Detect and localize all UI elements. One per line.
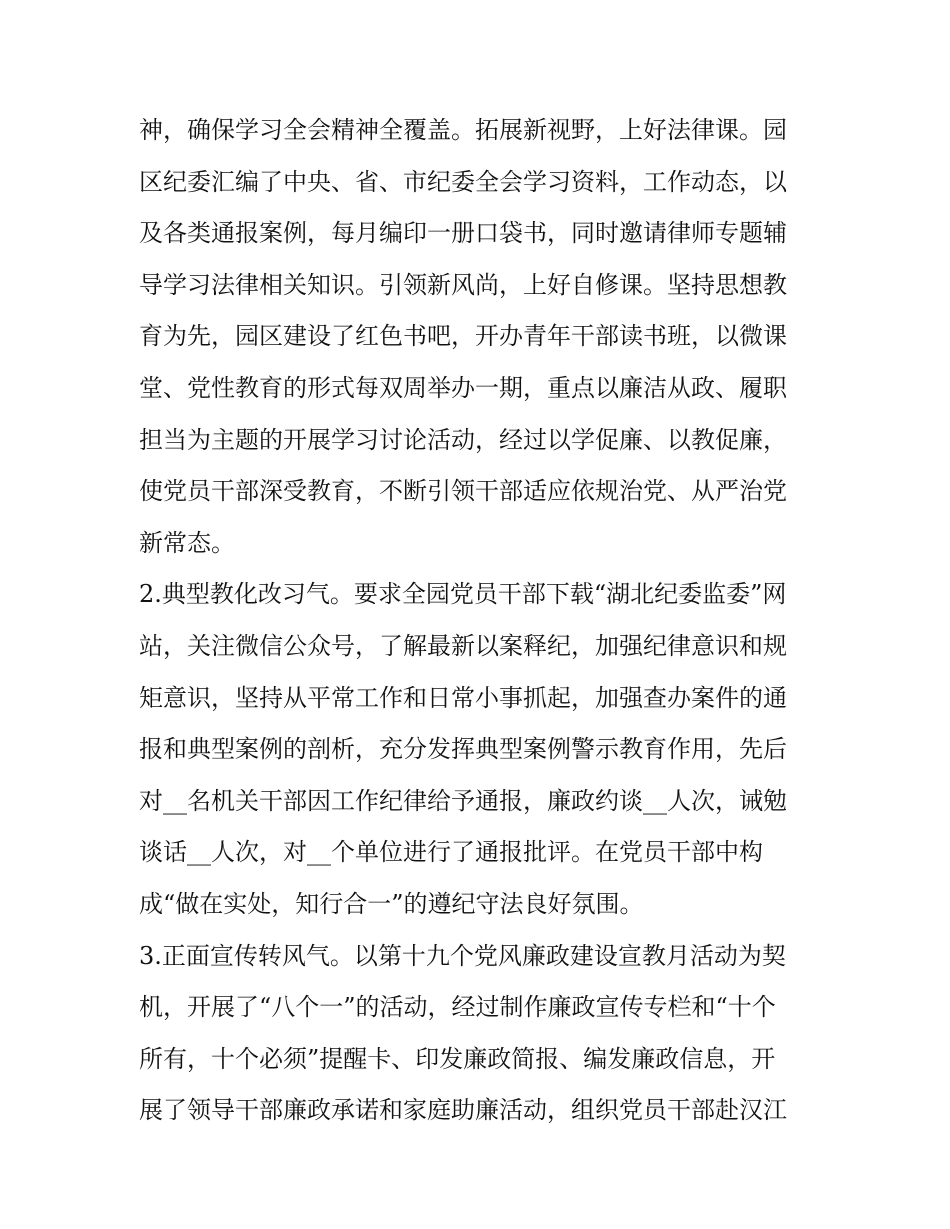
section-2-line: 2.典型教化改习气。要求全园党员干部下载“湖北纪委监委”网 xyxy=(139,580,787,609)
text-line: 新常态。 xyxy=(139,528,235,557)
body-text xyxy=(139,105,819,1137)
text-line: 担当为主题的开展学习讨论活动，经过以学促廉、以教促廉， xyxy=(139,425,787,454)
text-line: 区纪委汇编了中央、省、市纪委全会学习资料，工作动态，以 xyxy=(139,167,787,196)
text-line: 所有，十个必须”提醒卡、印发廉政简报、编发廉政信息，开 xyxy=(139,1044,776,1073)
text-line: 育为先，园区建设了红色书吧，开办青年干部读书班，以微课 xyxy=(139,322,787,351)
text-line: 对__名机关干部因工作纪律给予通报，廉政约谈__人次，诫勉 xyxy=(139,786,787,815)
text-line: 站，关注微信公众号，了解最新以案释纪，加强纪律意识和规 xyxy=(139,631,787,660)
text-line: 使党员干部深受教育，不断引领干部适应依规治党、从严治党 xyxy=(139,477,787,506)
text-line: 谈话__人次，对__个单位进行了通报批评。在党员干部中构 xyxy=(139,838,763,867)
text-line: 导学习法律相关知识。引领新风尚，上好自修课。坚持思想教 xyxy=(139,270,787,299)
section-3-line: 3.正面宣传转风气。以第十九个党风廉政建设宣教月活动为契 xyxy=(139,941,786,970)
text-line: 展了领导干部廉政承诺和家庭助廉活动，组织党员干部赴汉江 xyxy=(139,1096,787,1125)
text-line: 成“做在实处，知行合一”的遵纪守法良好氛围。 xyxy=(139,889,644,918)
text-line: 堂、党性教育的形式每双周举办一期，重点以廉洁从政、履职 xyxy=(139,373,787,402)
text-line: 矩意识，坚持从平常工作和日常小事抓起，加强查办案件的通 xyxy=(139,683,787,712)
text-line: 及各类通报案例，每月编印一册口袋书，同时邀请律师专题辅 xyxy=(139,219,787,248)
text-line: 报和典型案例的剖析，充分发挥典型案例警示教育作用，先后 xyxy=(139,735,787,764)
text-line: 机，开展了“八个一”的活动，经过制作廉政宣传专栏和“十个 xyxy=(139,993,776,1022)
text-line: 神，确保学习全会精神全覆盖。拓展新视野，上好法律课。园 xyxy=(139,116,787,144)
